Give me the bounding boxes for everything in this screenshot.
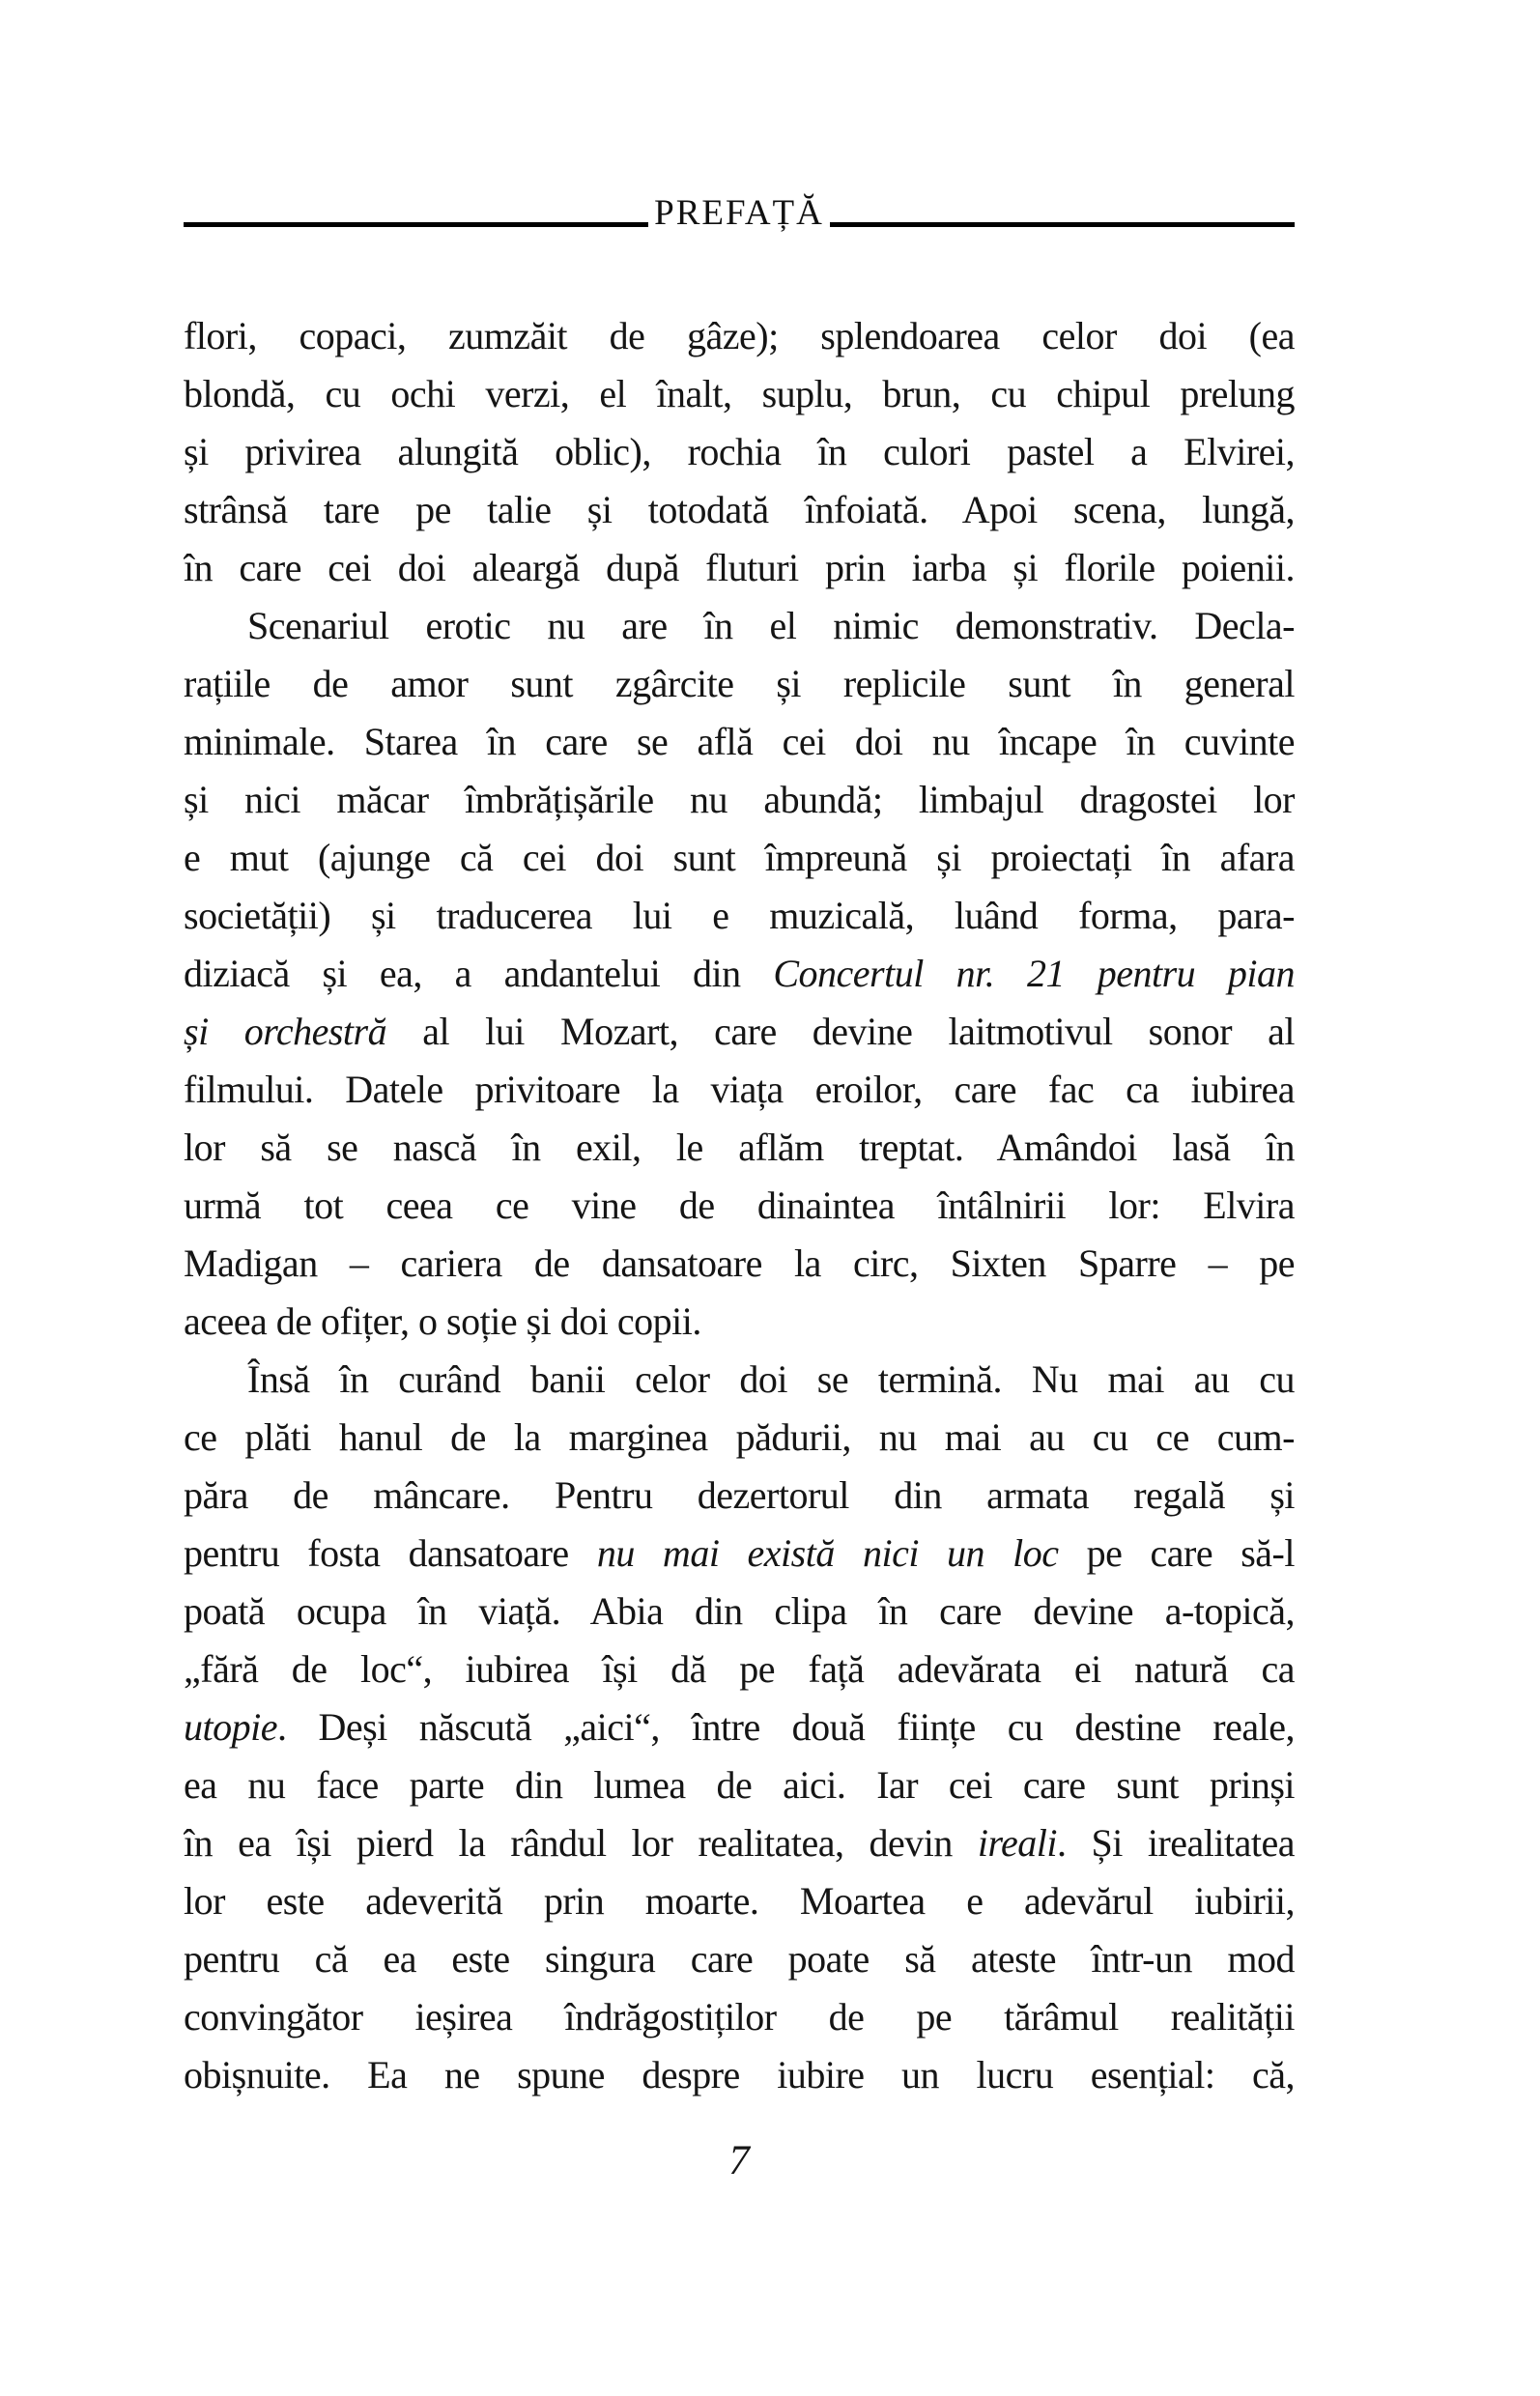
text-line (184, 597, 1295, 655)
text-segment: pentru că ea este singura care poate să ateste într-un mod (184, 1937, 1295, 1981)
text-segment: poată ocupa în viață. Abia din clipa în care devine a-topică, (184, 1589, 1295, 1633)
text-segment: . Deși născută „aici“, între două ființe cu destine reale, (276, 1705, 1295, 1749)
text-segment: . Și irealitatea (1057, 1821, 1295, 1865)
italic-text-segment: utopie (184, 1705, 277, 1749)
text-line (184, 1293, 1295, 1351)
text-line (184, 1756, 1295, 1814)
text-segment: ea nu face parte din lumea de aici. Iar cei care sunt prinși (184, 1763, 1295, 1807)
text-segment: filmului. Datele privitoare la viața eroilor, care fac ca iubirea (184, 1068, 1295, 1111)
text-segment: blondă, cu ochi verzi, el înalt, suplu, brun, cu chipul prelung (184, 372, 1295, 415)
text-block (184, 307, 1295, 2104)
text-segment: rațiile de amor sunt zgârcite și replicile sunt în general (184, 662, 1295, 705)
text-line (184, 1235, 1295, 1293)
text-segment: Madigan – cariera de dansatoare la circ, Sixten Sparre – pe (184, 1241, 1295, 1285)
text-line (184, 1003, 1295, 1061)
text-segment: Însă în curând banii celor doi se termină. Nu mai au cu (247, 1357, 1295, 1401)
text-segment: și privirea alungită oblic), rochia în culori pastel a Elvirei, (184, 430, 1295, 473)
text-segment: lor este adeverită prin moarte. Moartea e adevărul iubirii, (184, 1879, 1295, 1923)
text-segment: Scenariul erotic nu are în el nimic demonstrativ. Decla- (247, 604, 1295, 647)
text-line (184, 1698, 1295, 1756)
text-line (184, 655, 1295, 713)
text-line (184, 365, 1295, 423)
text-segment: și nici măcar îmbrățișările nu abundă; limbajul dragostei lor (184, 778, 1295, 821)
page-title: PREFAȚĂ (654, 193, 824, 233)
text-segment: în care cei doi aleargă după fluturi prin iarba și florile poienii. (184, 546, 1295, 589)
text-line (184, 1409, 1295, 1467)
text-line (184, 829, 1295, 887)
text-segment: „fără de loc“, iubirea își dă pe față adevărata ei natură ca (184, 1647, 1295, 1691)
header-rule-left (184, 222, 648, 227)
text-line (184, 1467, 1295, 1525)
text-line (184, 1351, 1295, 1409)
text-line (184, 1525, 1295, 1583)
text-segment: pe care să-l (1058, 1531, 1295, 1575)
text-line (184, 1930, 1295, 1988)
text-segment: lor să se nască în exil, le aflăm treptat. Amândoi lasă în (184, 1126, 1295, 1169)
text-line (184, 1583, 1295, 1640)
text-line (184, 887, 1295, 945)
text-line (184, 1177, 1295, 1235)
text-line (184, 307, 1295, 365)
text-segment: convingător ieșirea îndrăgostiților de pe tărâmul realității (184, 1995, 1295, 2039)
italic-text-segment: și orchestră (184, 1010, 387, 1053)
text-segment: pentru fosta dansatoare (184, 1531, 597, 1575)
text-segment: flori, copaci, zumzăit de gâze); splendoarea celor doi (ea (184, 314, 1295, 357)
text-segment: minimale. Starea în care se află cei doi nu încape în cuvinte (184, 720, 1295, 763)
text-segment: ce plăti hanul de la marginea pădurii, nu mai au cu ce cum- (184, 1415, 1295, 1459)
text-segment: al lui Mozart, care devine laitmotivul sonor al (386, 1010, 1295, 1053)
text-line (184, 1119, 1295, 1177)
text-line (184, 1872, 1295, 1930)
text-line (184, 713, 1295, 771)
text-segment: în ea își pierd la rândul lor realitatea, devin (184, 1821, 978, 1865)
text-segment: strânsă tare pe talie și totodată înfoiată. Apoi scena, lungă, (184, 488, 1295, 531)
text-line (184, 1061, 1295, 1119)
text-line (184, 1814, 1295, 1872)
text-line (184, 771, 1295, 829)
text-line (184, 945, 1295, 1003)
text-segment: societății) și traducerea lui e muzicală, luând forma, para- (184, 894, 1295, 937)
italic-text-segment: Concertul nr. 21 pentru pian (773, 952, 1295, 995)
text-segment: urmă tot ceea ce vine de dinaintea întâlnirii lor: Elvira (184, 1184, 1295, 1227)
text-segment: păra de mâncare. Pentru dezertorul din armata regală și (184, 1473, 1295, 1517)
text-segment: obișnuite. Ea ne spune despre iubire un lucru esențial: că, (184, 2053, 1295, 2096)
text-segment: diziacă și ea, a andantelui din (184, 952, 774, 995)
header-rule-right (830, 222, 1295, 227)
text-line (184, 1988, 1295, 2046)
text-line (184, 1640, 1295, 1698)
text-segment: e mut (ajunge că cei doi sunt împreună și proiectați în afara (184, 836, 1295, 879)
italic-text-segment: nu mai există nici un loc (596, 1531, 1059, 1575)
italic-text-segment: ireali (977, 1821, 1058, 1865)
text-line (184, 2046, 1295, 2104)
text-line (184, 423, 1295, 481)
running-header (184, 194, 1295, 233)
text-line (184, 539, 1295, 597)
page-number: 7 (728, 2138, 750, 2183)
text-line (184, 481, 1295, 539)
text-segment: aceea de ofițer, o soție și doi copii. (184, 1299, 701, 1343)
